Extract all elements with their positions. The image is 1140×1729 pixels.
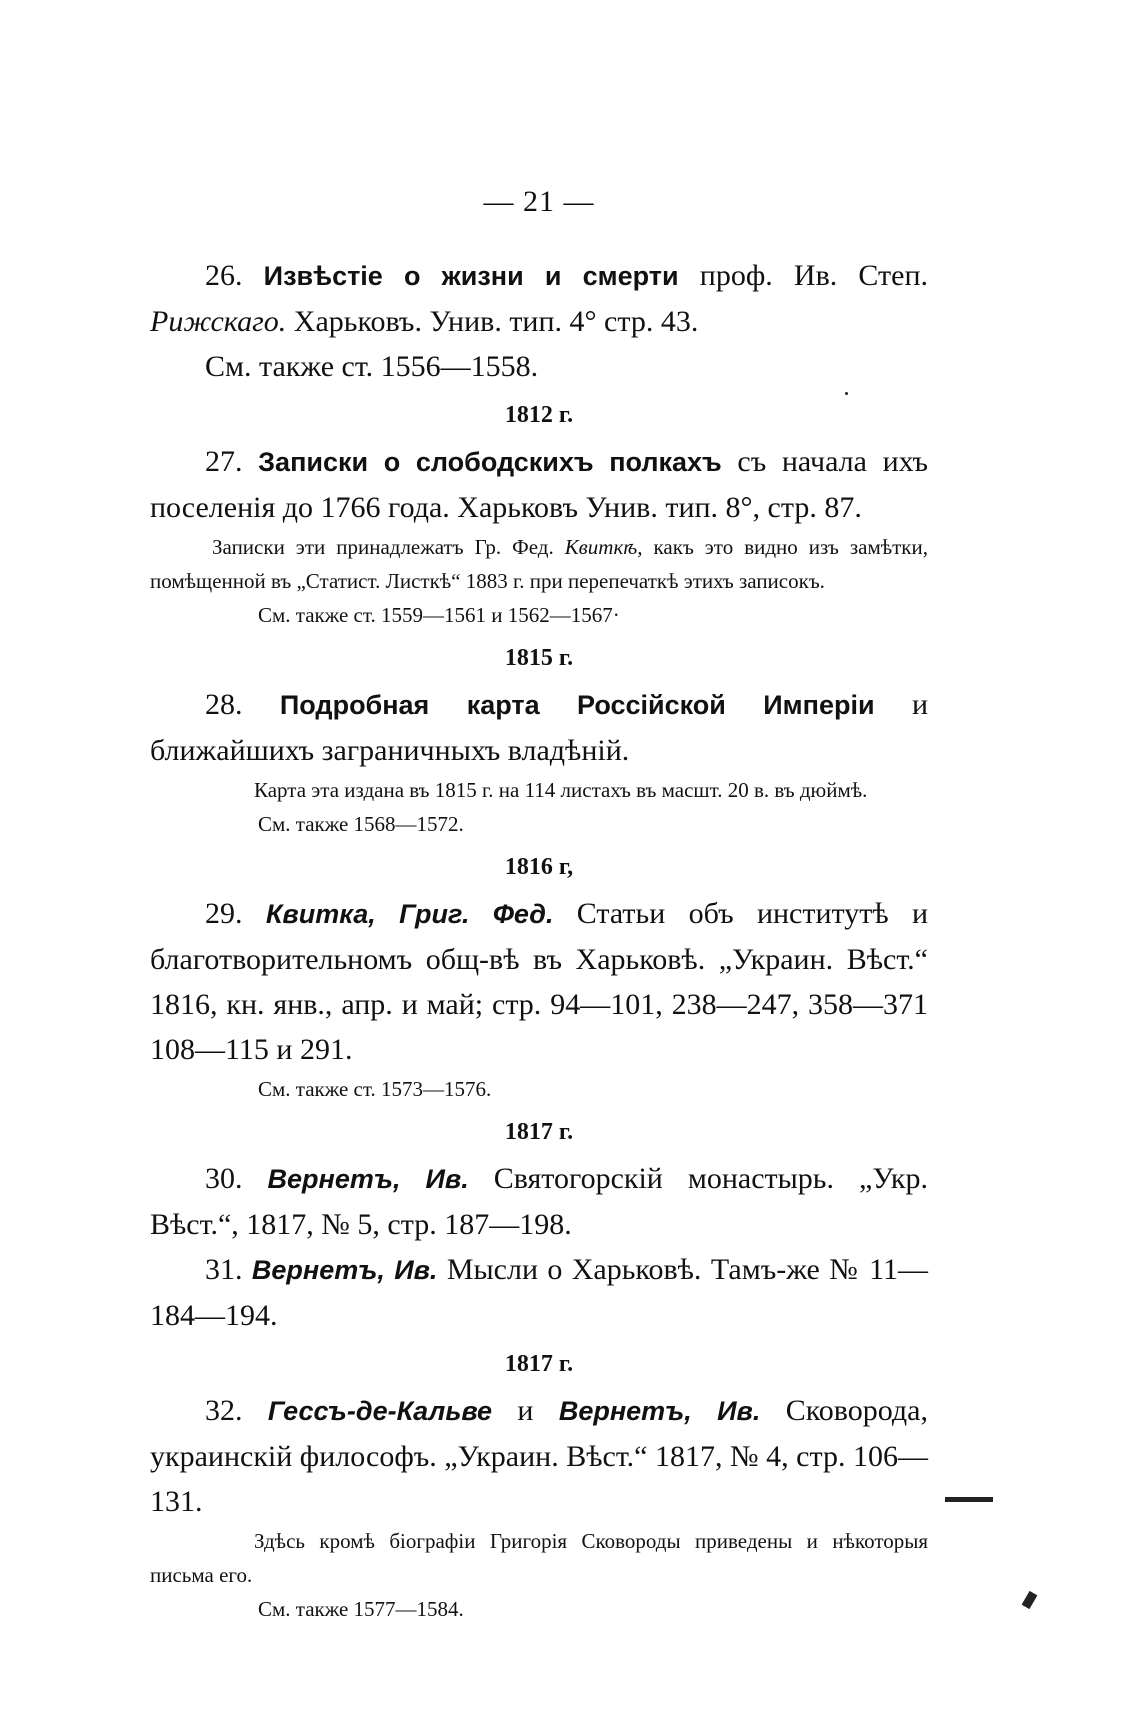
entry-32: [150, 1388, 928, 1524]
entry-28-note: [150, 773, 928, 807]
entry-29: [150, 891, 928, 1072]
entry-number: 32.: [205, 1394, 243, 1427]
entry-number: 31.: [205, 1253, 243, 1286]
entry-title: Записки о слободскихъ полкахъ: [258, 447, 722, 477]
entry-text: и ближайшихъ заграничныхъ владѣній.: [150, 688, 929, 767]
entry-31: [150, 1247, 928, 1338]
entry-text: проф. Ив. Степ.: [699, 259, 929, 292]
entry-number: 30.: [205, 1162, 243, 1195]
entry-27-see: См. также ст. 1559—1561 и 1562—1567·: [258, 603, 620, 627]
page-number: — 21 —: [483, 185, 595, 218]
entry-author: Вернетъ, Ив.: [558, 1396, 761, 1426]
entry-text: Харьковъ. Унив. тип. 4° стр. 43.: [293, 305, 699, 338]
entry-text: Мысли о Харьковѣ. Тамъ-же № 11— 184—194.: [150, 1253, 928, 1332]
entry-title: Извѣстіе о жизни и смерти: [263, 261, 679, 291]
entry-author: Вернетъ, Ив.: [251, 1255, 438, 1285]
entry-number: 28.: [205, 688, 243, 721]
entry-number: 26.: [205, 259, 243, 292]
entry-27: [150, 439, 928, 530]
scan-mark: [945, 1497, 993, 1502]
see-also: См. также ст. 1556—1558.: [205, 350, 539, 383]
entry-number: 29.: [205, 897, 243, 930]
year-heading: 1812 г.: [504, 402, 574, 428]
entry-number: 27.: [205, 445, 243, 478]
entry-author: Квитка, Григ. Фед.: [265, 899, 554, 929]
note-text: какъ это видно изъ замѣтки, помѣщенной въ „Статист. Листкѣ“ 1883 г. при перепечаткѣ этихъ записокъ.: [150, 535, 928, 593]
entry-26: [150, 253, 928, 344]
entry-text: и: [517, 1394, 534, 1427]
entry-author: Вернетъ, Ив.: [267, 1164, 469, 1194]
entry-30: [150, 1156, 928, 1247]
year-heading: 1816 г,: [504, 854, 574, 880]
year-heading: 1815 г.: [504, 645, 574, 671]
entry-author: Гессъ-де-Кальве: [267, 1396, 493, 1426]
entry-28-see: См. также 1568—1572.: [258, 812, 464, 836]
entry-28: [150, 682, 928, 773]
year-heading: 1817 г.: [504, 1119, 574, 1145]
entry-26-see: [150, 344, 928, 389]
scan-mark: [1022, 1591, 1038, 1609]
page: [150, 185, 928, 1626]
note-text: Здѣсь кромѣ біографіи Григорія Сковороды приведены и нѣкоторыя письма его.: [150, 1529, 928, 1587]
note-text: Карта эта издана въ 1815 г. на 114 листахъ въ масшт. 20 в. въ дюймѣ.: [254, 778, 868, 802]
year-heading: 1817 г.: [504, 1351, 574, 1377]
entry-32-see: См. также 1577—1584.: [258, 1597, 464, 1621]
scan-mark: [845, 392, 848, 395]
entry-27-note: [150, 530, 928, 598]
note-text: Записки эти принадлежатъ Гр. Фед.: [212, 535, 554, 559]
entry-text: съ начала ихъ поселенія до 1766 года. Харьковъ Унив. тип. 8°, стр. 87.: [150, 445, 929, 524]
entry-author: Рижскаго.: [150, 305, 287, 338]
note-author: Квиткѣ,: [564, 535, 643, 559]
entry-title: Подробная карта Россійской Имперіи: [279, 690, 875, 720]
entry-29-see: См. также ст. 1573—1576.: [258, 1077, 492, 1101]
entry-text: Сковорода, украинскій философъ. „Украин. Вѣст.“ 1817, № 4, стр. 106—131.: [150, 1394, 928, 1518]
entry-text: Святогорскій монастырь. „Укр. Вѣст.“, 1817, № 5, стр. 187—198.: [150, 1162, 928, 1241]
entry-32-note: [150, 1524, 928, 1592]
entry-text: Статьи объ институтѣ и благотворительномъ общ-вѣ въ Харьковѣ. „Украин. Вѣст.“ 1816, кн. янв., апр. и май; стр. 94—101, 238—247, 358—371 108—115 и 291.: [150, 897, 929, 1066]
